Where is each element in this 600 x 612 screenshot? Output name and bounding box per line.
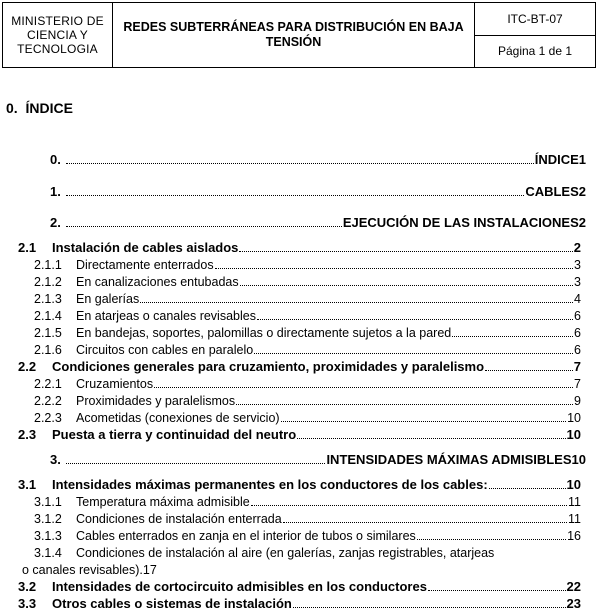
toc-entry-page: 11 bbox=[568, 512, 581, 526]
toc-entry-number: 1. bbox=[50, 184, 61, 199]
toc-entry-title: Condiciones de instalación enterrada bbox=[76, 512, 282, 526]
toc-entry-number: 2. bbox=[50, 215, 61, 230]
toc-entry-number: 2.2 bbox=[18, 359, 37, 374]
toc-entry[interactable] bbox=[34, 274, 581, 290]
section-heading bbox=[6, 100, 73, 116]
toc-leader-dots bbox=[215, 268, 573, 269]
toc-entry[interactable] bbox=[34, 528, 581, 544]
toc-entry-page: 3 bbox=[574, 275, 581, 289]
toc-leader-dots bbox=[293, 607, 566, 608]
toc-entry[interactable] bbox=[18, 477, 581, 493]
toc-entry-page: 16 bbox=[567, 529, 581, 543]
section-number: 0. bbox=[6, 100, 18, 116]
toc-entry-page: 9 bbox=[574, 394, 581, 408]
toc-entry[interactable] bbox=[22, 562, 581, 578]
document-header bbox=[2, 2, 596, 68]
toc-entry-page: 10 bbox=[566, 427, 581, 442]
toc-entry-page: 1 bbox=[578, 152, 586, 167]
toc-entry-title: Condiciones de instalación al aire (en galerías, zanjas registrables, atarjeas bbox=[76, 546, 495, 560]
toc-entry-page: 2 bbox=[573, 240, 581, 255]
toc-leader-dots bbox=[236, 404, 573, 405]
toc-entry-number: 2.2.2 bbox=[34, 394, 62, 408]
toc-entry-title: Acometidas (conexiones de servicio) bbox=[76, 411, 280, 425]
document-title: REDES SUBTERRÁNEAS PARA DISTRIBUCIÓN EN BAJA TENSIÓN bbox=[113, 3, 475, 67]
toc-leader-dots bbox=[251, 505, 567, 506]
toc-entry-title: ÍNDICE bbox=[534, 152, 579, 167]
toc-entry-page: 23 bbox=[566, 596, 581, 611]
toc-entry[interactable] bbox=[18, 596, 581, 612]
toc-entry-title: Cables enterrados en zanja en el interior de tubos o similares bbox=[76, 529, 416, 543]
toc-entry-number: 3. bbox=[50, 452, 61, 467]
toc-entry-page: 11 bbox=[568, 495, 581, 509]
toc-leader-dots bbox=[154, 387, 573, 388]
toc-entry[interactable] bbox=[50, 452, 586, 468]
toc-entry-title: Puesta a tierra y continuidad del neutro bbox=[52, 427, 297, 442]
toc-entry-number: 2.2.3 bbox=[34, 411, 62, 425]
toc-entry-page: 10 bbox=[571, 452, 586, 467]
toc-leader-dots bbox=[257, 319, 573, 320]
toc-entry-title: Temperatura máxima admisible bbox=[76, 495, 250, 509]
toc-leader-dots bbox=[281, 421, 567, 422]
toc-leader-dots bbox=[485, 370, 573, 371]
toc-leader-dots bbox=[140, 302, 573, 303]
toc-leader-dots bbox=[417, 539, 566, 540]
toc-entry[interactable] bbox=[50, 152, 586, 168]
toc-entry-number: 3.1 bbox=[18, 477, 37, 492]
toc-entry-title: En bandejas, soportes, palomillas o directamente sujetos a la pared bbox=[76, 326, 452, 340]
toc-entry-title: CABLES bbox=[525, 184, 579, 199]
toc-entry-title: Circuitos con cables en paralelo bbox=[76, 343, 254, 357]
toc-entry[interactable] bbox=[34, 393, 581, 409]
toc-leader-dots bbox=[452, 336, 573, 337]
toc-entry-number: 2.2.1 bbox=[34, 377, 62, 391]
toc-entry-page: 6 bbox=[574, 326, 581, 340]
toc-entry-number: 2.1 bbox=[18, 240, 37, 255]
toc-entry-page: 2 bbox=[578, 215, 586, 230]
toc-leader-dots bbox=[66, 163, 534, 164]
toc-leader-dots bbox=[254, 353, 573, 354]
toc-entry-page: 17 bbox=[142, 563, 157, 577]
document-code: ITC-BT-07 bbox=[475, 3, 595, 36]
toc-entry-title: Otros cables o sistemas de instalación bbox=[52, 596, 292, 611]
toc-entry-title: Proximidades y paralelismos bbox=[76, 394, 236, 408]
toc-entry[interactable] bbox=[34, 545, 581, 561]
toc-entry-page: 2 bbox=[578, 184, 586, 199]
toc-leader-dots bbox=[66, 463, 326, 464]
toc-entry-number: 2.1.4 bbox=[34, 309, 62, 323]
toc-entry[interactable] bbox=[18, 579, 581, 595]
toc-entry-number: 3.3 bbox=[18, 596, 37, 611]
toc-entry-title: En canalizaciones entubadas bbox=[76, 275, 239, 289]
toc-leader-dots bbox=[239, 251, 572, 252]
toc-leader-dots bbox=[283, 522, 567, 523]
toc-entry[interactable] bbox=[34, 342, 581, 358]
toc-entry-page: 6 bbox=[574, 309, 581, 323]
toc-entry-title: Intensidades de cortocircuito admisibles en los conductores bbox=[52, 579, 427, 594]
toc-entry-page: 6 bbox=[574, 343, 581, 357]
toc-entry-number: 2.1.2 bbox=[34, 275, 62, 289]
toc-leader-dots bbox=[66, 195, 524, 196]
toc-entry-number: 3.1.2 bbox=[34, 512, 62, 526]
toc-entry-number: 3.2 bbox=[18, 579, 37, 594]
page-indicator: Página 1 de 1 bbox=[497, 44, 573, 59]
toc-entry-title: Intensidades máximas permanentes en los conductores de los cables: bbox=[52, 477, 488, 492]
toc-entry[interactable] bbox=[50, 215, 586, 231]
toc-entry-number: 2.3 bbox=[18, 427, 37, 442]
toc-entry[interactable] bbox=[50, 184, 586, 200]
toc-entry-number: 3.1.4 bbox=[34, 546, 62, 560]
toc-leader-dots bbox=[66, 226, 342, 227]
toc-entry-number: 2.1.5 bbox=[34, 326, 62, 340]
toc-entry[interactable] bbox=[34, 494, 581, 510]
document-reference bbox=[475, 3, 595, 67]
toc-entry-title: EJECUCIÓN DE LAS INSTALACIONES bbox=[342, 215, 579, 230]
toc-entry[interactable] bbox=[34, 325, 581, 341]
toc-entry-title: Directamente enterrados bbox=[76, 258, 214, 272]
toc-leader-dots bbox=[297, 438, 565, 439]
toc-entry-title: INTENSIDADES MÁXIMAS ADMISIBLES bbox=[326, 452, 572, 467]
toc-entry-page: 10 bbox=[566, 477, 581, 492]
toc-entry[interactable] bbox=[34, 511, 581, 527]
toc-leader-dots bbox=[489, 488, 566, 489]
toc-entry-title: o canales revisables). bbox=[22, 563, 143, 577]
toc-entry-number: 2.1.6 bbox=[34, 343, 62, 357]
toc-entry-title: En galerías bbox=[76, 292, 140, 306]
section-title: ÍNDICE bbox=[25, 100, 73, 116]
toc-entry[interactable] bbox=[34, 376, 581, 392]
toc-entry[interactable] bbox=[34, 257, 581, 273]
toc-entry-page: 7 bbox=[573, 359, 581, 374]
toc-entry-page: 3 bbox=[574, 258, 581, 272]
toc-leader-dots bbox=[428, 590, 566, 591]
toc-entry-page: 4 bbox=[574, 292, 581, 306]
toc-entry[interactable] bbox=[18, 359, 581, 375]
toc-entry-title: En atarjeas o canales revisables bbox=[76, 309, 256, 323]
toc-entry[interactable] bbox=[18, 240, 581, 256]
toc-entry-number: 2.1.3 bbox=[34, 292, 62, 306]
toc-entry-page: 22 bbox=[566, 579, 581, 594]
toc-entry-title: Instalación de cables aislados bbox=[52, 240, 239, 255]
toc-entry-number: 3.1.1 bbox=[34, 495, 62, 509]
toc-entry-title: Cruzamientos bbox=[76, 377, 154, 391]
toc-entry-page: 7 bbox=[574, 377, 581, 391]
organization-name: MINISTERIO DE CIENCIA Y TECNOLOGIA bbox=[3, 3, 113, 67]
toc-entry-number: 0. bbox=[50, 152, 61, 167]
toc-entry[interactable] bbox=[18, 427, 581, 443]
toc-entry[interactable] bbox=[34, 291, 581, 307]
toc-entry-title: Condiciones generales para cruzamiento, proximidades y paralelismo bbox=[52, 359, 485, 374]
toc-leader-dots bbox=[240, 285, 573, 286]
toc-entry-number: 3.1.3 bbox=[34, 529, 62, 543]
toc-entry[interactable] bbox=[34, 308, 581, 324]
toc-entry-number: 2.1.1 bbox=[34, 258, 62, 272]
toc-entry-page: 10 bbox=[567, 411, 581, 425]
toc-entry[interactable] bbox=[34, 410, 581, 426]
